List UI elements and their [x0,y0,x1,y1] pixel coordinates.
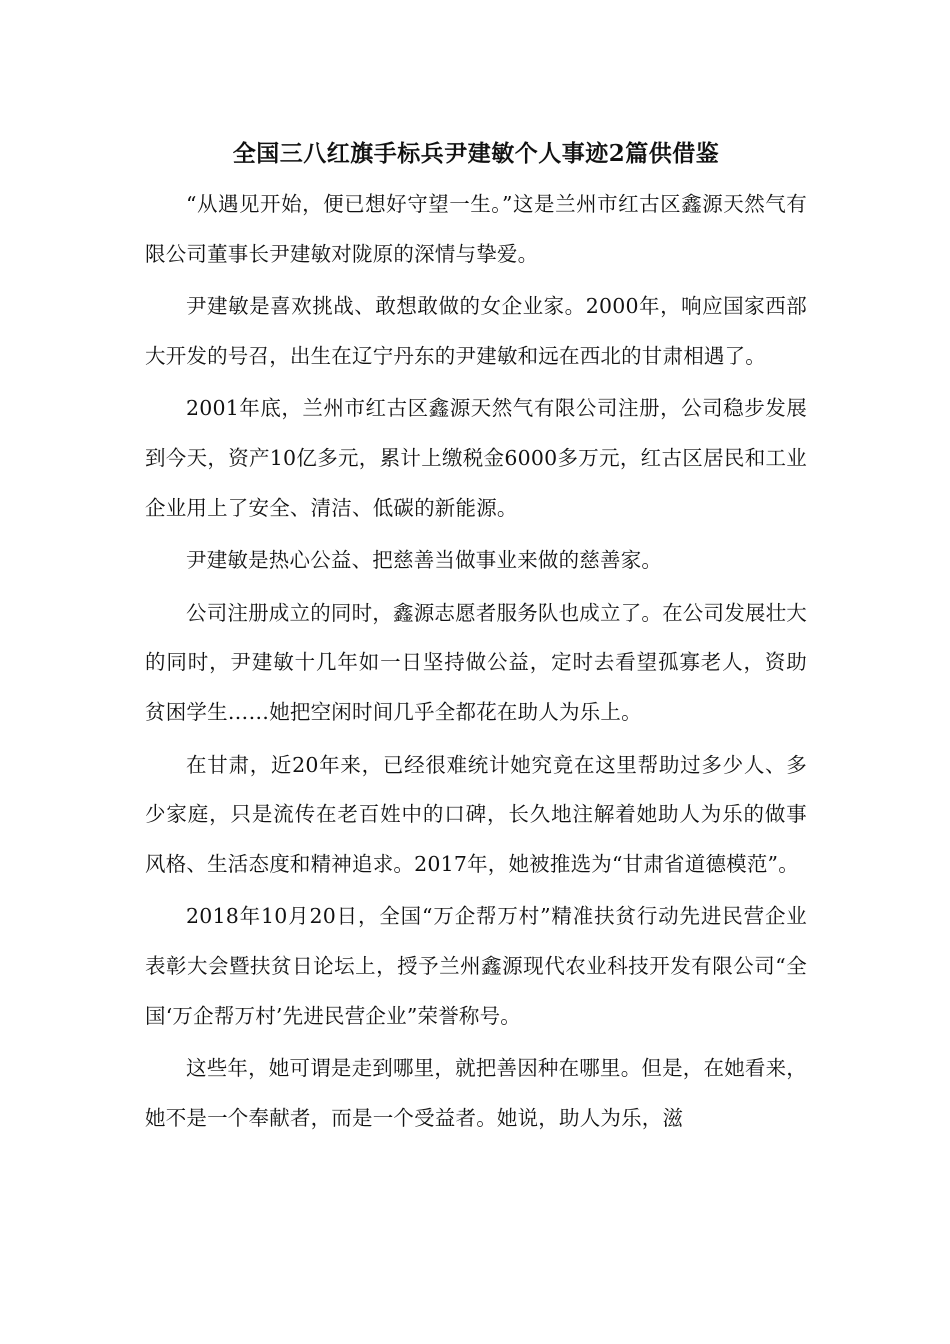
document-body [145,180,807,1146]
paragraph: 这些年，她可谓是走到哪里，就把善因种在哪里。但是，在她看来，她不是一个奉献者，而是一个受益者。她说，助人为乐，滋 [145,1056,807,1130]
paragraph: “从遇见开始，便已想好守望一生。”这是兰州市红古区鑫源天然气有限公司董事长尹建敏对陇原的深情与挚爱。 [145,192,807,266]
paragraph: 尹建敏是喜欢挑战、敢想敢做的女企业家。2000年，响应国家西部大开发的号召，出生在辽宁丹东的尹建敏和远在西北的甘肃相遇了。 [145,294,807,368]
document-title: 全国三八红旗手标兵尹建敏个人事迹2篇供借鉴 [232,140,720,167]
paragraph: 在甘肃，近20年来，已经很难统计她究竟在这里帮助过多少人、多少家庭，只是流传在老百姓中的口碑，长久地注解着她助人为乐的做事风格、生活态度和精神追求。2017年，她被推选为“甘肃省道德模范”。 [145,752,807,876]
paragraph: 2001年底，兰州市红古区鑫源天然气有限公司注册，公司稳步发展到今天，资产10亿多元，累计上缴税金6000多万元，红古区居民和工业企业用上了安全、清洁、低碳的新能源。 [145,396,807,520]
paragraph: 公司注册成立的同时，鑫源志愿者服务队也成立了。在公司发展壮大的同时，尹建敏十几年如一日坚持做公益，定时去看望孤寡老人，资助贫困学生……她把空闲时间几乎全都花在助人为乐上。 [145,600,807,724]
paragraph: 2018年10月20日，全国“万企帮万村”精准扶贫行动先进民营企业表彰大会暨扶贫日论坛上，授予兰州鑫源现代农业科技开发有限公司“全国‘万企帮万村’先进民营企业”荣誉称号。 [145,904,807,1028]
paragraph: 尹建敏是热心公益、把慈善当做事业来做的慈善家。 [186,548,663,573]
document-page [145,0,807,1344]
